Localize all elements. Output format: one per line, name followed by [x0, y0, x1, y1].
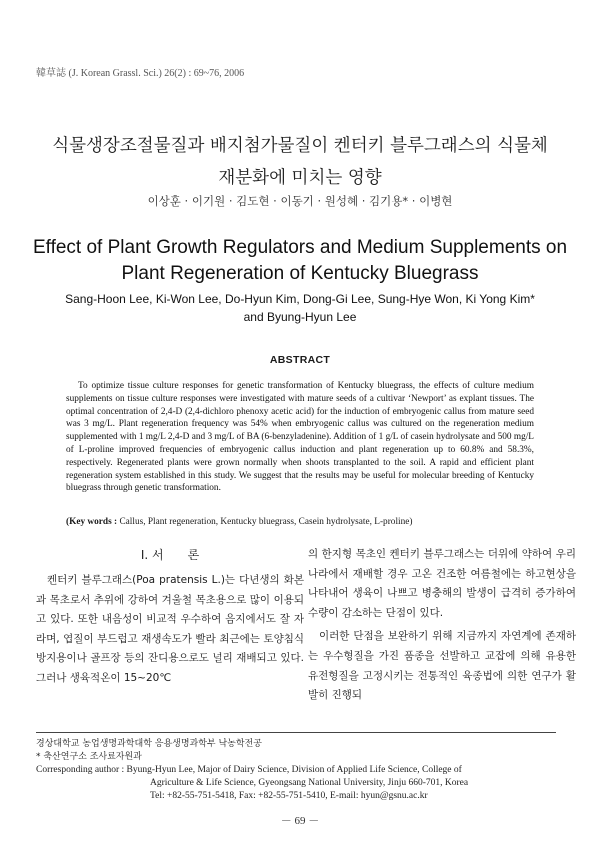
authors-korean: 이상훈 · 이기원 · 김도현 · 이동기 · 원성혜 · 김기용* · 이병현 [147, 194, 453, 208]
footnote-corresponding-author: Corresponding author : Byung-Hyun Lee, Major of Dairy Science, Division of Applied Life Science, College of [36, 765, 462, 775]
keywords-text: Callus, Plant regeneration, Kentucky bluegrass, Casein hydrolysate, L-proline) [117, 517, 413, 527]
title-korean [30, 130, 570, 194]
keywords-label: (Key words : [66, 517, 118, 527]
authors-english-line-1: Sang-Hoon Lee, Ki-Won Lee, Do-Hyun Kim, Dong-Gi Lee, Sung-Hye Won, Ki Yong Kim* [65, 292, 535, 306]
right-column [308, 545, 576, 706]
title-korean-line-2: 재분화에 미치는 영향 [218, 168, 382, 188]
footnote-address: Agriculture & Life Science, Gyeongsang National University, Jinju 660-701, Korea [150, 778, 469, 788]
title-english-line-1: Effect of Plant Growth Regulators and Medium Supplements on [32, 237, 568, 258]
authors-english [30, 290, 570, 326]
footnote-affiliation: 경상대학교 농업생명과학대학 응용생명과학부 낙농학전공 [36, 739, 262, 749]
authors-english-line-2: and Byung-Hyun Lee [243, 310, 357, 324]
abstract-body: To optimize tissue culture responses for genetic transformation of Kentucky bluegrass, the effects of culture medium supplements on tissue culture responses were investigated with mature seeds of a cultivar ‘Newport’ as explant tissues. The optimal concentration of 2,4-D (2,4-dichloro phenoxy acetic acid) for the induction of embryogenic callus from mature seed was 3 mg/L. Plant regeneration frequency was 54% when embryogenic callus was cultured on the regeneration medium supplemented with 1 mg/L 2,4-D and 3 mg/L of BA (6-benzyladenine). Addition of 1 g/L of casein hydrolysate and 500 mg/L of L-proline improved frequencies of embryogenic callus induction and plant regeneration up to 60.8% and 58.3%, respectively. Regenerated plants were grown normally when shoots transplanted to the soil. A rapid and efficient plant regeneration system established in this study. We suggest that the results may be useful for molecular breeding of Kentucky bluegrass through genetic transformation. [66, 381, 534, 494]
title-korean-line-1: 식물생장조절물질과 배지첨가물질이 켄터키 블루그래스의 식물체 [52, 136, 548, 156]
footnotes [36, 738, 556, 803]
keywords [66, 516, 546, 529]
intro-paragraph-left: 켄터키 블루그래스(Poa pratensis L.)는 다년생의 화본과 목초로서 추위에 강하여 겨울철 목초용으로 많이 이용되고 있다. 또한 내음성이 비교적 우수하여 음지에서도 잘 자라며, 엽질이 부드럽고 재생속도가 빨라 최근에는 토양침식 방지용이나 골프장 등의 잔디용으로도 널리 재배되고 있다. 그러나 생육적온이 15~20℃ [36, 574, 304, 684]
title-english-line-2: Plant Regeneration of Kentucky Bluegrass [121, 263, 479, 284]
title-english [20, 235, 580, 287]
intro-paragraph-right-2: 이러한 단점을 보완하기 위해 지금까지 자연계에 존재하는 우수형질을 가진 품종을 선발하고 교잡에 의해 유용한 유전형질을 고정시키는 전통적인 육종법에 의한 연구가 활발히 진행되 [308, 630, 576, 702]
footnote-contact: Tel: +82-55-751-5418, Fax: +82-55-751-5410, E-mail: hyun@gsnu.ac.kr [150, 791, 428, 801]
section-title-introduction: I. 서 론 [140, 548, 200, 562]
abstract-heading: ABSTRACT [269, 354, 331, 366]
left-column [36, 545, 304, 689]
page-number: － 69 － [280, 815, 320, 827]
intro-paragraph-right-1: 의 한지형 목초인 켄터키 블루그래스는 더위에 약하여 우리나라에서 재배할 경우 고온 건조한 여름철에는 하고현상을 나타내어 생육이 나쁘고 병충해의 발생이 급격히 증가하여 수량이 감소하는 단점이 있다. [308, 548, 576, 619]
footnote-divider [36, 732, 556, 733]
journal-header: 韓草誌 (J. Korean Grassl. Sci.) 26(2) : 69~76, 2006 [36, 68, 245, 79]
footnote-affiliation-2: * 축산연구소 조사료자원과 [36, 752, 142, 762]
